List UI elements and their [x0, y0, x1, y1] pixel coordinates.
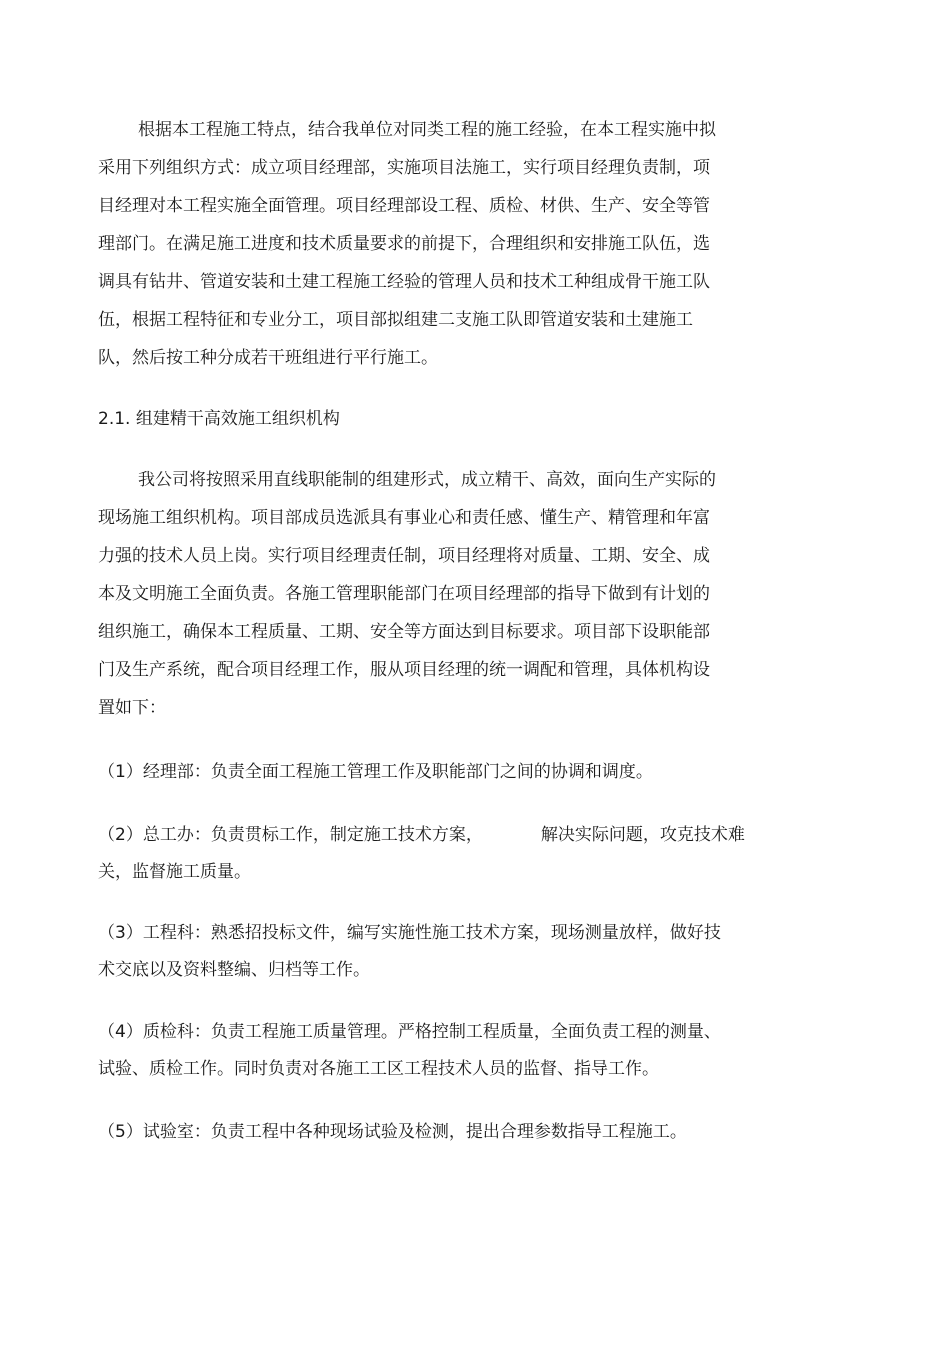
list-item-2-part-b: 解决实际问题，攻克技术难 — [540, 825, 745, 845]
para1-line-1: 根据本工程施工特点，结合我单位对同类工程的施工经验，在本工程实施中拟 — [138, 120, 716, 140]
para2-line-4: 本及文明施工全面负责。各施工管理职能部门在项目经理部的指导下做到有计划的 — [98, 584, 710, 604]
para1-line-4: 理部门。在满足施工进度和技术质量要求的前提下，合理组织和安排施工队伍，选 — [98, 234, 710, 254]
para2-line-3: 力强的技术人员上岗。实行项目经理责任制，项目经理将对质量、工期、安全、成 — [98, 546, 710, 566]
para1-line-5: 调具有钻井、管道安装和土建工程施工经验的管理人员和技术工种组成骨干施工队 — [98, 272, 710, 292]
list-item-1: （1）经理部：负责全面工程施工管理工作及职能部门之间的协调和调度。 — [98, 762, 653, 782]
para1-line-2: 采用下列组织方式：成立项目经理部，实施项目法施工，实行项目经理负责制，项 — [98, 158, 710, 178]
section-heading: 2.1. 组建精干高效施工组织机构 — [98, 409, 340, 429]
list-item-2-line-2: 关，监督施工质量。 — [98, 862, 251, 882]
para2-line-1: 我公司将按照采用直线职能制的组建形式，成立精干、高效，面向生产实际的 — [138, 470, 716, 490]
list-item-3-line-2: 术交底以及资料整编、归档等工作。 — [98, 960, 370, 980]
para1-line-6: 伍，根据工程特征和专业分工，项目部拟组建二支施工队即管道安装和土建施工 — [98, 310, 693, 330]
list-item-4-line-2: 试验、质检工作。同时负责对各施工工区工程技术人员的监督、指导工作。 — [98, 1059, 659, 1079]
para2-line-6: 门及生产系统，配合项目经理工作，服从项目经理的统一调配和管理，具体机构设 — [98, 660, 710, 680]
para2-line-2: 现场施工组织机构。项目部成员选派具有事业心和责任感、懂生产、精管理和年富 — [98, 508, 710, 528]
para1-line-7: 队，然后按工种分成若干班组进行平行施工。 — [98, 348, 438, 368]
para2-line-7: 置如下： — [98, 698, 166, 718]
list-item-3-line-1: （3）工程科：熟悉招投标文件，编写实施性施工技术方案，现场测量放样，做好技 — [98, 923, 721, 943]
para2-line-5: 组织施工，确保本工程质量、工期、安全等方面达到目标要求。项目部下设职能部 — [98, 622, 710, 642]
para1-line-3: 目经理对本工程实施全面管理。项目经理部设工程、质检、材供、生产、安全等管 — [98, 196, 710, 216]
list-item-5: （5）试验室：负责工程中各种现场试验及检测，提出合理参数指导工程施工。 — [98, 1122, 687, 1142]
list-item-4-line-1: （4）质检科：负责工程施工质量管理。严格控制工程质量，全面负责工程的测量、 — [98, 1022, 721, 1042]
list-item-2-part-a: （2）总工办：负责贯标工作，制定施工技术方案， — [98, 825, 483, 845]
list-item-2-line-1 — [98, 824, 745, 846]
